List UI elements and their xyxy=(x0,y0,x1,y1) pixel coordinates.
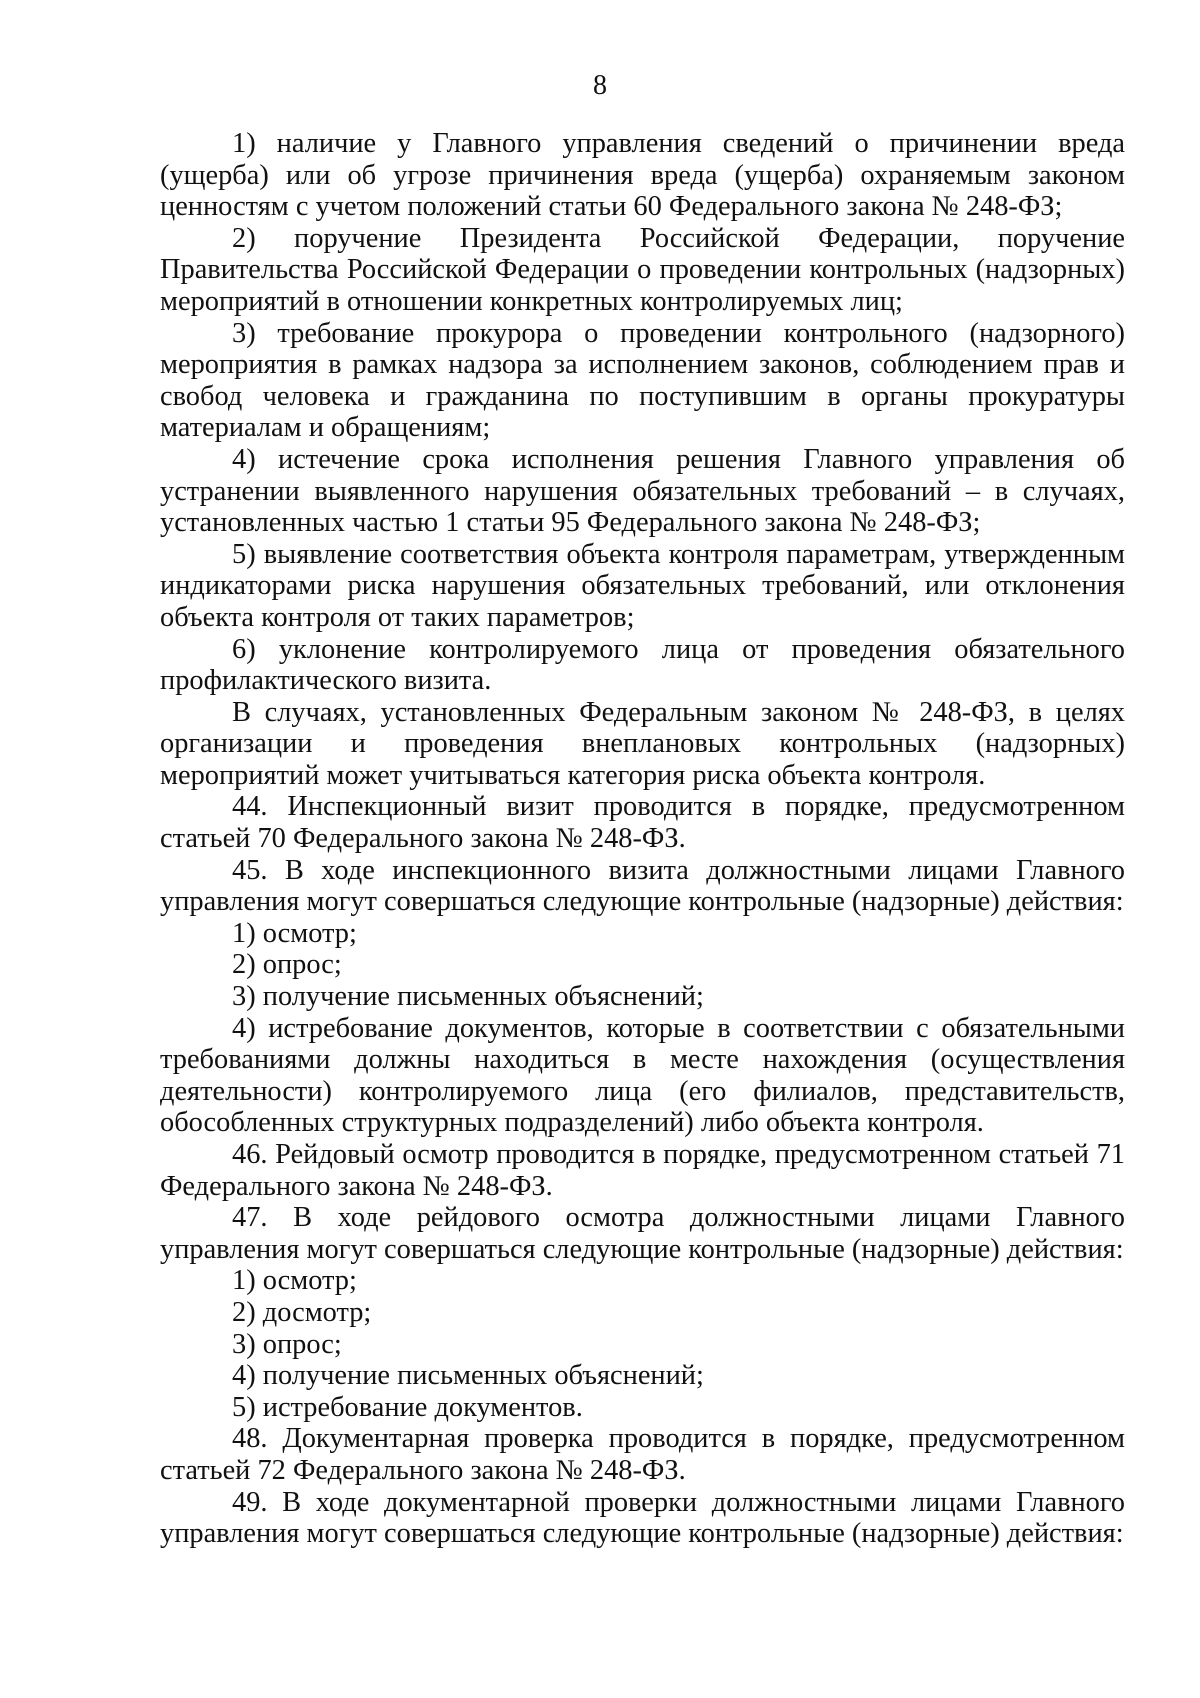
paragraph: 44. Инспекционный визит проводится в порядке, предусмотренном статьей 70 Федерального закона № 248-ФЗ. xyxy=(160,791,1125,855)
list-item: 1) осмотр; xyxy=(232,917,357,949)
paragraph: 6) уклонение контролируемого лица от проведения обязательного профилактического визита. xyxy=(160,633,1125,697)
list-item: 4) получение письменных объяснений; xyxy=(232,1360,704,1392)
document-body xyxy=(160,128,1125,1550)
page-number: 8 xyxy=(593,70,607,101)
paragraph: 48. Документарная проверка проводится в порядке, предусмотренном статьей 72 Федерального закона № 248-ФЗ. xyxy=(160,1423,1125,1486)
paragraph: 45. В ходе инспекционного визита должностными лицами Главного управления могут совершаться следующие контрольные (надзорные) действия: xyxy=(160,854,1125,918)
list-item: 4) истребование документов, которые в соответствии с обязательными требованиями должны находиться в месте нахождения (осуществления деятельности) контролируемого лица (его филиалов, представительств, обособленных структурных подразделений) либо объекта контроля. xyxy=(160,1012,1125,1139)
paragraph: 1) наличие у Главного управления сведений о причинении вреда (ущерба) или об угрозе причинения вреда (ущерба) охраняемым законом ценностям с учетом положений статьи 60 Федерального закона № 248-ФЗ; xyxy=(160,128,1125,223)
paragraph: 46. Рейдовый осмотр проводится в порядке, предусмотренном статьей 71 Федерального закона № 248-ФЗ. xyxy=(160,1139,1125,1202)
paragraph: В случаях, установленных Федеральным законом № 248-ФЗ, в целях организации и проведения внеплановых контрольных (надзорных) мероприятий может учитываться категория риска объекта контроля. xyxy=(160,696,1125,791)
paragraph: 3) требование прокурора о проведении контрольного (надзорного) мероприятия в рамках надзора за исполнением законов, соблюдением прав и свобод человека и гражданина по поступившим в органы прокуратуры материалам и обращениям; xyxy=(160,317,1125,444)
list-item: 3) опрос; xyxy=(232,1328,342,1360)
paragraph: 4) истечение срока исполнения решения Главного управления об устранении выявленного нарушения обязательных требований – в случаях, установленных частью 1 статьи 95 Федерального закона № 248-ФЗ; xyxy=(160,443,1125,539)
list-item: 2) досмотр; xyxy=(232,1296,372,1328)
list-item: 3) получение письменных объяснений; xyxy=(232,981,704,1013)
list-item: 2) опрос; xyxy=(232,949,342,981)
list-item: 5) истребование документов. xyxy=(232,1391,583,1423)
paragraph: 49. В ходе документарной проверки должностными лицами Главного управления могут совершаться следующие контрольные (надзорные) действия: xyxy=(160,1486,1125,1550)
paragraph: 47. В ходе рейдового осмотра должностными лицами Главного управления могут совершаться следующие контрольные (надзорные) действия: xyxy=(160,1202,1125,1265)
paragraph: 2) поручение Президента Российской Федерации, поручение Правительства Российской Федерации о проведении контрольных (надзорных) мероприятий в отношении конкретных контролируемых лиц; xyxy=(160,222,1125,317)
paragraph: 5) выявление соответствия объекта контроля параметрам, утвержденным индикаторами риска нарушения обязательных требований, или отклонения объекта контроля от таких параметров; xyxy=(160,538,1125,633)
list-item: 1) осмотр; xyxy=(232,1265,357,1297)
